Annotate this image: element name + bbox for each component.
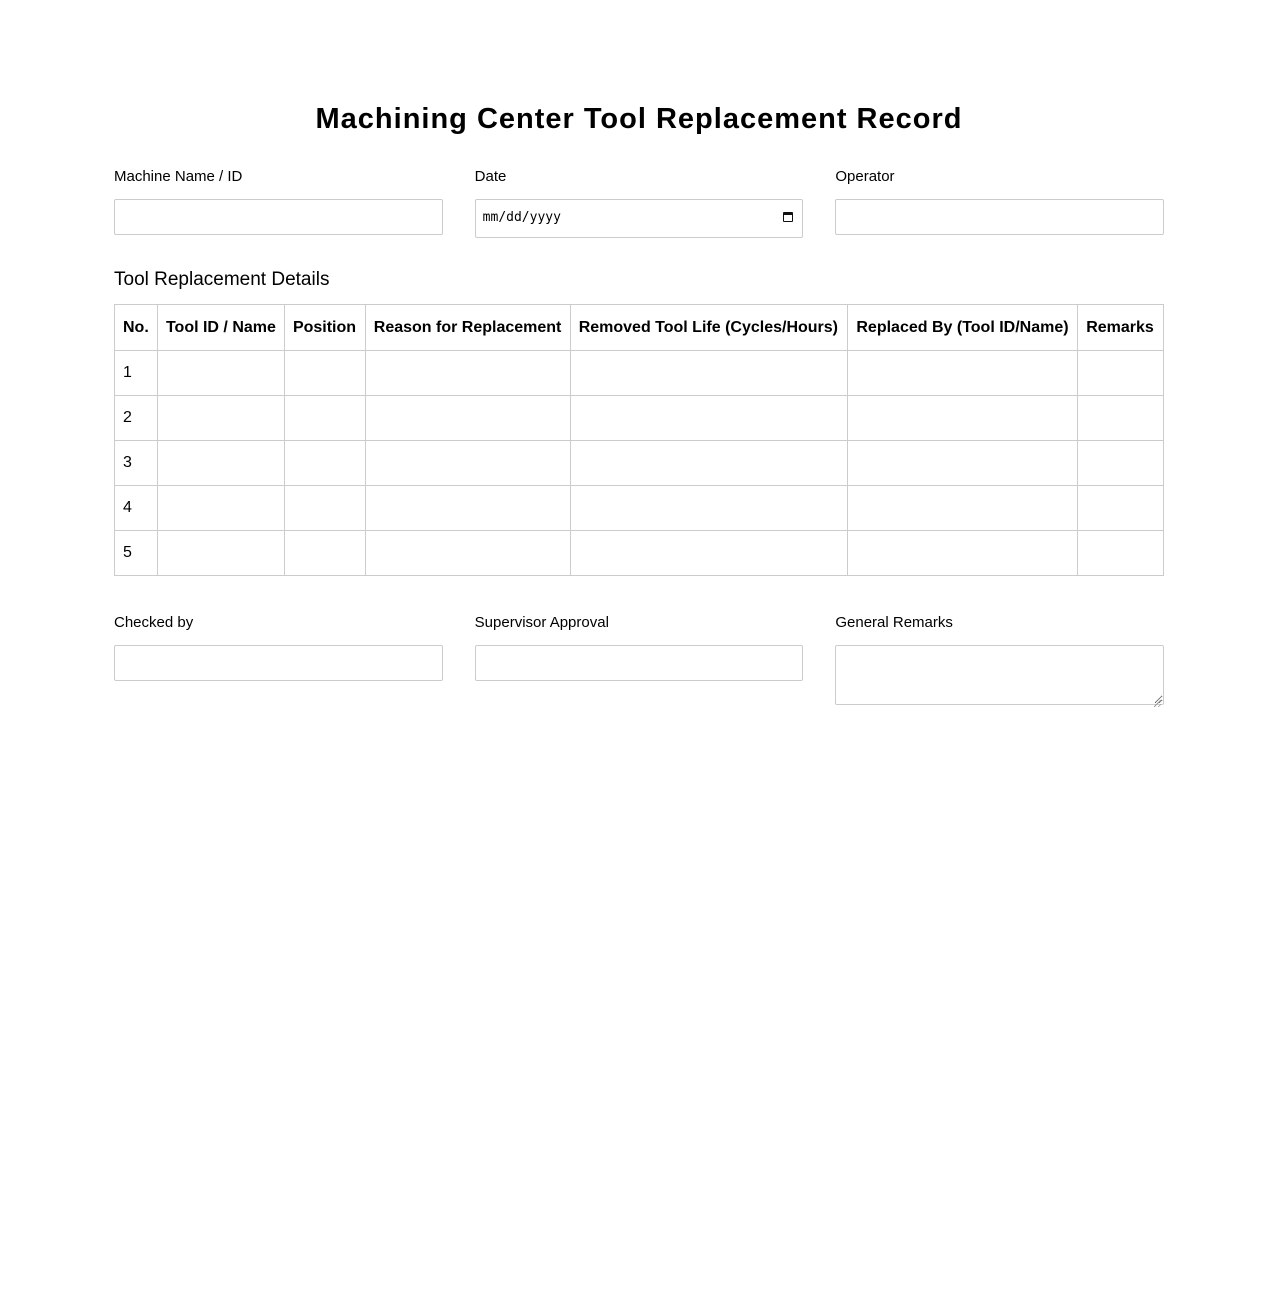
- cell-tool-life[interactable]: [570, 351, 848, 396]
- supervisor-field: [475, 614, 804, 710]
- cell-tool-id[interactable]: [157, 531, 284, 576]
- cell-remarks[interactable]: [1078, 486, 1164, 531]
- date-field: [475, 168, 804, 238]
- row-number: 5: [115, 531, 158, 576]
- date-placeholder: mm/dd/yyyy: [482, 210, 561, 225]
- cell-tool-life[interactable]: [570, 531, 848, 576]
- replacement-table: [114, 304, 1164, 576]
- cell-replaced-by[interactable]: [848, 351, 1078, 396]
- cell-position[interactable]: [284, 486, 365, 531]
- date-label: Date: [474, 168, 507, 185]
- machine-label: Machine Name / ID: [114, 168, 243, 185]
- calendar-icon[interactable]: [783, 212, 793, 222]
- cell-tool-life[interactable]: [570, 486, 848, 531]
- checked-by-field: [114, 614, 443, 710]
- row-number: 4: [115, 486, 158, 531]
- cell-tool-life[interactable]: [570, 396, 848, 441]
- col-position: Position: [284, 305, 365, 351]
- table-row: [115, 351, 1164, 396]
- section-title: Tool Replacement Details: [114, 269, 330, 290]
- row-number: 2: [115, 396, 158, 441]
- cell-reason[interactable]: [365, 351, 570, 396]
- general-remarks-field: [835, 614, 1164, 710]
- header-fields: [114, 168, 1164, 238]
- cell-tool-id[interactable]: [157, 396, 284, 441]
- cell-position[interactable]: [284, 531, 365, 576]
- row-number: 3: [115, 441, 158, 486]
- table-row: [115, 531, 1164, 576]
- cell-replaced-by[interactable]: [848, 441, 1078, 486]
- col-no: No.: [115, 305, 158, 351]
- col-remarks: Remarks: [1078, 305, 1164, 351]
- table-row: [115, 441, 1164, 486]
- general-remarks-label: General Remarks: [835, 614, 953, 631]
- operator-input[interactable]: [835, 199, 1164, 235]
- machine-input[interactable]: [114, 199, 443, 235]
- col-tool-life: Removed Tool Life (Cycles/Hours): [570, 305, 848, 351]
- cell-reason[interactable]: [365, 531, 570, 576]
- date-input[interactable]: [475, 199, 804, 238]
- col-replaced-by: Replaced By (Tool ID/Name): [848, 305, 1078, 351]
- checked-by-label: Checked by: [114, 614, 194, 631]
- col-tool-id: Tool ID / Name: [157, 305, 284, 351]
- cell-tool-life[interactable]: [570, 441, 848, 486]
- cell-reason[interactable]: [365, 486, 570, 531]
- supervisor-label: Supervisor Approval: [474, 614, 609, 631]
- col-reason: Reason for Replacement: [365, 305, 570, 351]
- cell-tool-id[interactable]: [157, 351, 284, 396]
- cell-replaced-by[interactable]: [848, 486, 1078, 531]
- cell-tool-id[interactable]: [157, 486, 284, 531]
- table-row: [115, 396, 1164, 441]
- footer-fields: [114, 614, 1164, 710]
- cell-replaced-by[interactable]: [848, 396, 1078, 441]
- cell-remarks[interactable]: [1078, 351, 1164, 396]
- cell-reason[interactable]: [365, 441, 570, 486]
- cell-reason[interactable]: [365, 396, 570, 441]
- supervisor-input[interactable]: [475, 645, 804, 681]
- cell-remarks[interactable]: [1078, 441, 1164, 486]
- cell-tool-id[interactable]: [157, 441, 284, 486]
- row-number: 1: [115, 351, 158, 396]
- table-header-row: [115, 305, 1164, 351]
- operator-label: Operator: [835, 168, 895, 185]
- cell-position[interactable]: [284, 441, 365, 486]
- page-title: Machining Center Tool Replacement Record: [315, 103, 963, 135]
- cell-remarks[interactable]: [1078, 396, 1164, 441]
- table-row: [115, 486, 1164, 531]
- cell-position[interactable]: [284, 351, 365, 396]
- machine-field: [114, 168, 443, 238]
- cell-remarks[interactable]: [1078, 531, 1164, 576]
- cell-replaced-by[interactable]: [848, 531, 1078, 576]
- cell-position[interactable]: [284, 396, 365, 441]
- checked-by-input[interactable]: [114, 645, 443, 681]
- general-remarks-textarea[interactable]: [835, 645, 1164, 705]
- operator-field: [835, 168, 1164, 238]
